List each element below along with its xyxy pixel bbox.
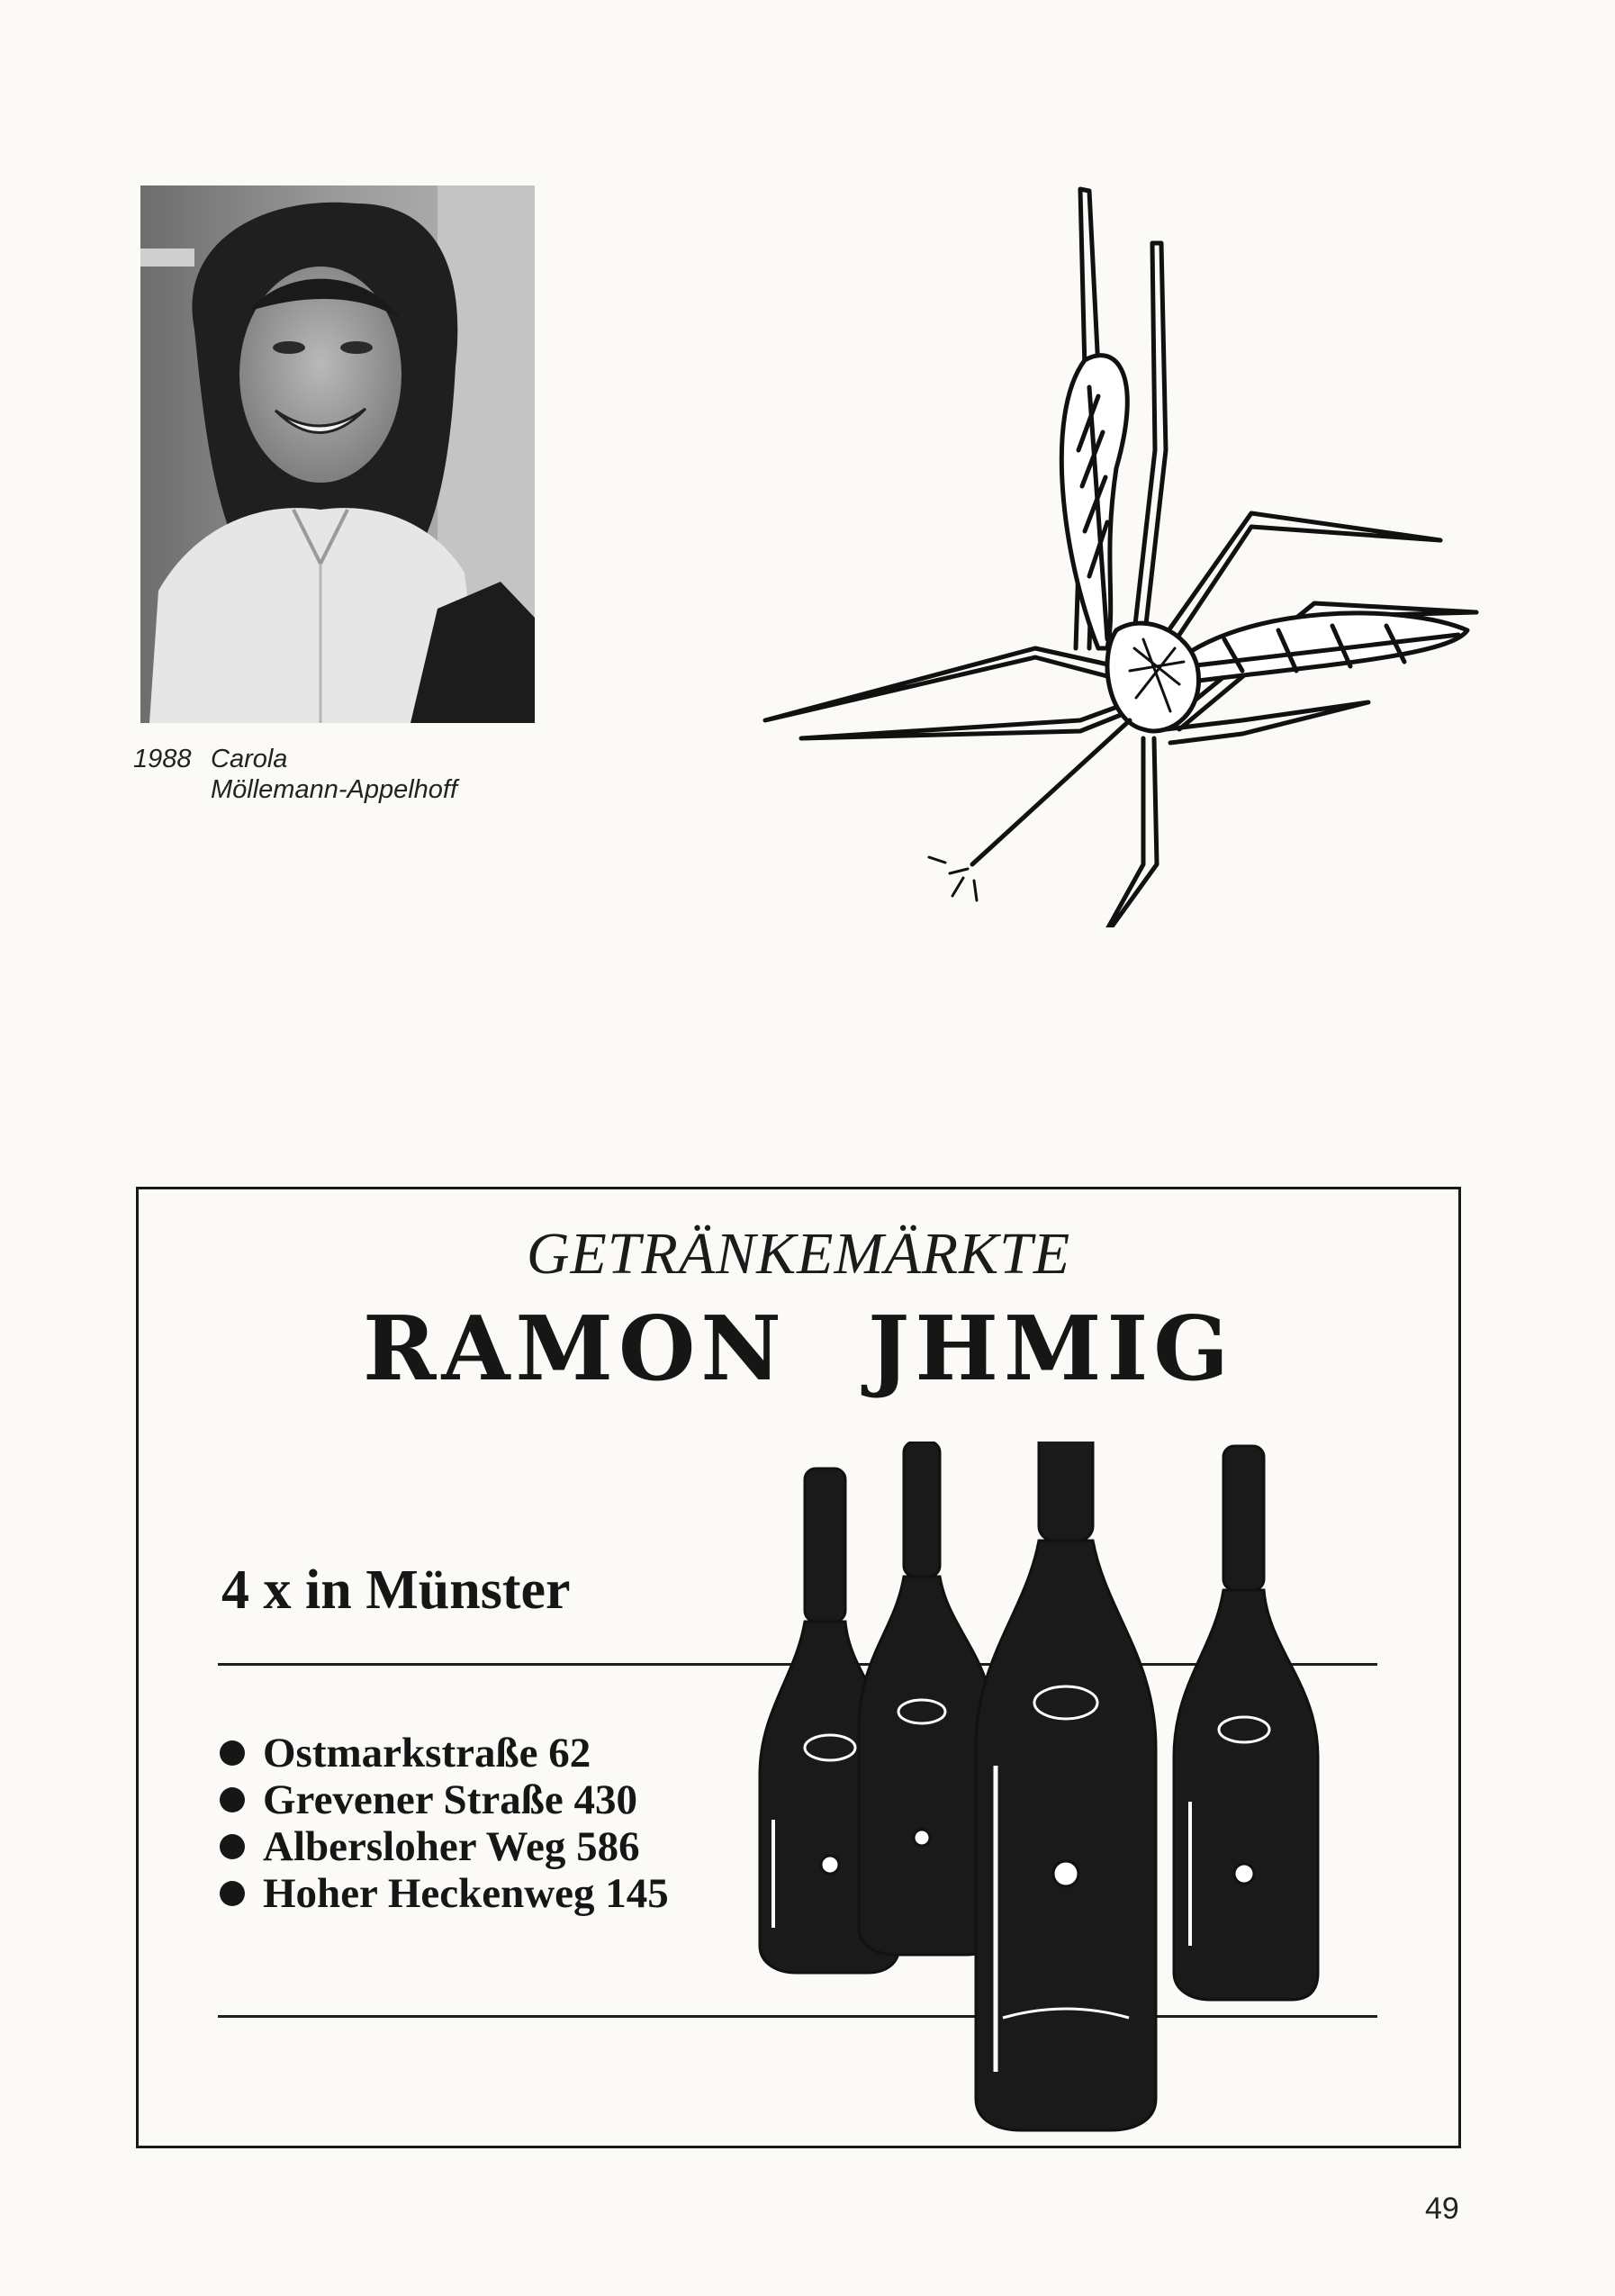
address-text: Grevener Straße 430 bbox=[263, 1776, 637, 1823]
address-text: Hoher Heckenweg 145 bbox=[263, 1870, 669, 1917]
address-text: Ostmarkstraße 62 bbox=[263, 1730, 591, 1776]
portrait-photo bbox=[140, 185, 535, 723]
caption-name-last: Möllemann-Appelhoff bbox=[211, 775, 458, 804]
bullet-icon bbox=[220, 1787, 245, 1812]
bottle-icon bbox=[859, 1442, 994, 1955]
ad-tagline: 4 x in Münster bbox=[221, 1559, 571, 1621]
ad-kicker: GETRÄNKEMÄRKTE bbox=[526, 1221, 1071, 1287]
bullet-icon bbox=[220, 1881, 245, 1906]
address-text: Albersloher Weg 586 bbox=[263, 1823, 640, 1870]
bullet-icon bbox=[220, 1834, 245, 1859]
bottle-icon bbox=[1174, 1446, 1318, 2000]
address-item bbox=[220, 1870, 669, 1917]
address-list bbox=[220, 1730, 669, 1917]
address-item bbox=[220, 1730, 669, 1776]
bullet-icon bbox=[220, 1740, 245, 1766]
photo-caption bbox=[133, 744, 457, 805]
portrait-image bbox=[140, 185, 535, 723]
caption-year: 1988 bbox=[133, 745, 192, 773]
ad-company-name: RAMON JHMIG bbox=[363, 1297, 1234, 1401]
address-item bbox=[220, 1776, 669, 1823]
caption-name-first: Carola bbox=[211, 745, 288, 773]
bottle-icon bbox=[976, 1442, 1156, 2130]
bottles-illustration bbox=[751, 1442, 1399, 2144]
advertisement bbox=[136, 1187, 1461, 2148]
page-number: 49 bbox=[1425, 2192, 1459, 2226]
address-item bbox=[220, 1823, 669, 1870]
mosquito-icon bbox=[720, 180, 1485, 927]
